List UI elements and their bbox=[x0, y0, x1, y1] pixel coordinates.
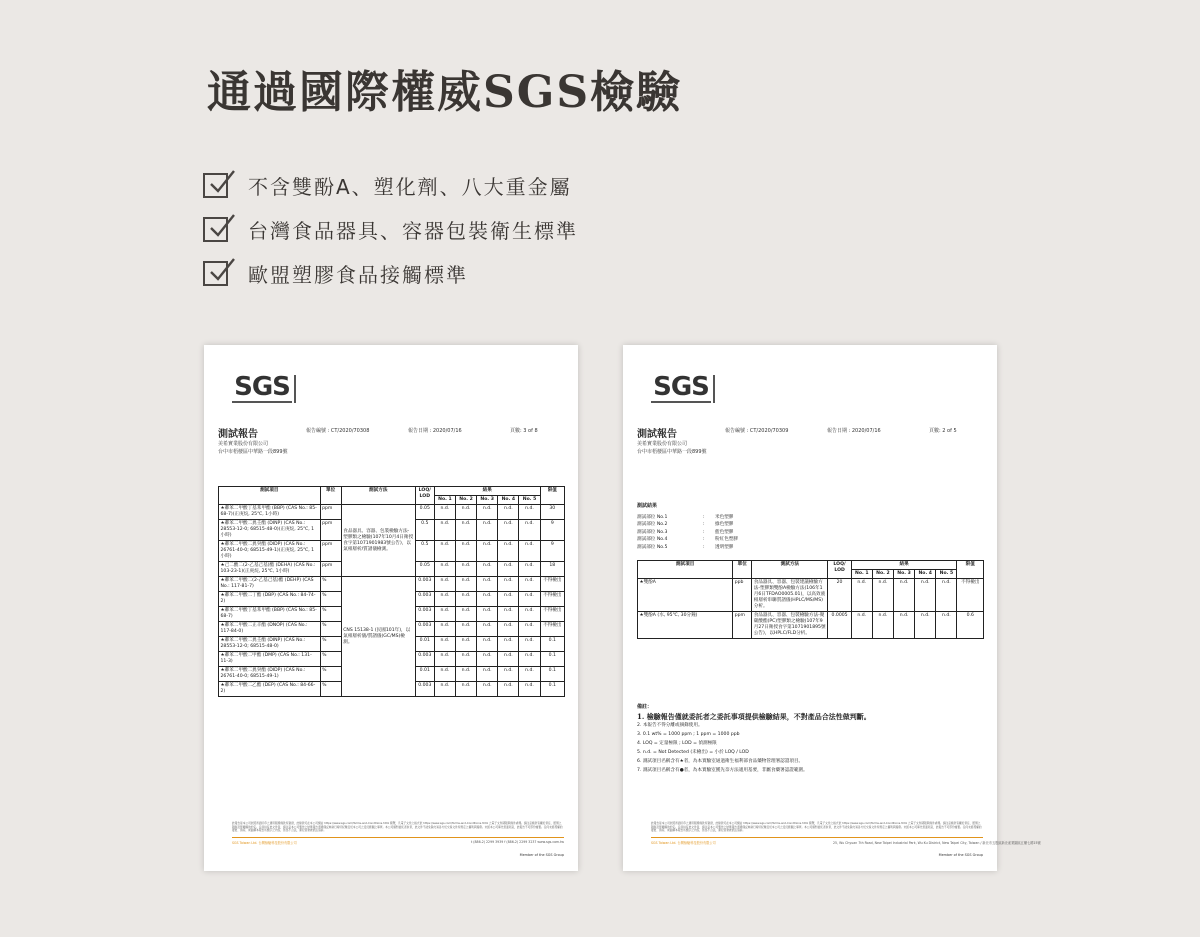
report-title: 測試報告 bbox=[218, 429, 258, 440]
cell-unit: % bbox=[320, 622, 341, 637]
client-name: 美希實業股份有限公司 bbox=[218, 441, 269, 447]
cell-result: n.d. bbox=[519, 562, 540, 577]
cell-limit: 不得檢出 bbox=[540, 607, 564, 622]
sgs-report-page-1 bbox=[204, 345, 578, 871]
th-result: 結果 bbox=[851, 561, 957, 570]
cell-limit: 不得檢出 bbox=[540, 592, 564, 607]
bpa-results-table bbox=[637, 560, 984, 639]
cell-result: n.d. bbox=[434, 577, 455, 592]
th-unit: 單位 bbox=[733, 561, 752, 579]
cell-result: n.d. bbox=[477, 667, 498, 682]
sgs-logo-text: SGS bbox=[234, 372, 290, 402]
checkbox-checked-icon bbox=[203, 173, 228, 198]
cell-unit: % bbox=[320, 667, 341, 682]
report-header bbox=[637, 425, 983, 440]
th-no2: No. 2 bbox=[455, 496, 476, 505]
cell-method: 食品器具、容器、包裝檢驗方法-聚碳酸酯(PC)塑膠類之檢驗(107年9月27日衛授食字第1071901895號公告)，以HPLC/FLD分析。 bbox=[752, 612, 828, 639]
cell-result: n.d. bbox=[434, 652, 455, 667]
th-limit: 限值 bbox=[957, 561, 984, 579]
company-address: 25, Wu Chyuan 7th Road, New Taipei Industrial Park, Wu Ku District, New Taipei City, Taiwan / 新北市五股區新北產業園區五權七路25號 bbox=[833, 841, 1041, 845]
cell-item: ★雙酚A (水, 95℃, 30分鐘) bbox=[638, 612, 733, 639]
cell-result: n.d. bbox=[455, 520, 476, 541]
cell-unit: % bbox=[320, 637, 341, 652]
client-address: 台中市梧棲區中華路一段899號 bbox=[637, 449, 707, 455]
cell-result: n.d. bbox=[519, 637, 540, 652]
cell-result: n.d. bbox=[455, 541, 476, 562]
cell-loq: 0.003 bbox=[415, 652, 434, 667]
cell-result: n.d. bbox=[519, 505, 540, 520]
client-address: 台中市梧棲區中華路一段899號 bbox=[218, 449, 288, 455]
list-item: 測試部位 No.3 : 藍色塑膠 bbox=[637, 529, 734, 535]
cell-result: n.d. bbox=[455, 667, 476, 682]
cell-result: n.d. bbox=[498, 592, 519, 607]
report-notes bbox=[637, 703, 871, 775]
cell-unit: ppm bbox=[320, 541, 341, 562]
cell-result: n.d. bbox=[455, 637, 476, 652]
cell-method: 食品器具、容器、包裝建議檢驗方法-塑膠類雙酚A檢驗方法(106年1月6日TFDAO0005.01)，以高效液相層析串聯質譜儀(HPLC/MS/MS)分析。 bbox=[752, 579, 828, 612]
cell-limit: 0.1 bbox=[540, 667, 564, 682]
cell-result: n.d. bbox=[455, 505, 476, 520]
cell-unit: % bbox=[320, 652, 341, 667]
cell-result: n.d. bbox=[477, 622, 498, 637]
cell-loq: 0.01 bbox=[415, 667, 434, 682]
cell-result: n.d. bbox=[915, 579, 936, 612]
cell-item: ★鄰苯二甲酸二異癸酯 (DIDP) (CAS No.: 26761-40-0; 68515-49-1)(正庚烷, 25℃, 1小時) bbox=[219, 541, 321, 562]
checkbox-checked-icon bbox=[203, 261, 228, 286]
table-row bbox=[638, 612, 984, 639]
check-item bbox=[203, 163, 578, 207]
th-no3: No. 3 bbox=[477, 496, 498, 505]
sgs-member-text: Member of the SGS Group bbox=[519, 853, 564, 857]
cell-result: n.d. bbox=[872, 612, 893, 639]
cell-result: n.d. bbox=[519, 652, 540, 667]
cell-loq: 0.003 bbox=[415, 592, 434, 607]
sample-value: 藍色塑膠 bbox=[715, 529, 734, 535]
cell-result: n.d. bbox=[434, 562, 455, 577]
cell-unit: ppm bbox=[320, 520, 341, 541]
cell-loq: 0.003 bbox=[415, 607, 434, 622]
cell-loq: 0.5 bbox=[415, 520, 434, 541]
list-item: 測試部位 No.2 : 綠色塑膠 bbox=[637, 522, 734, 528]
cell-unit: ppb bbox=[733, 579, 752, 612]
cell-limit: 不得檢出 bbox=[957, 579, 984, 612]
cell-result: n.d. bbox=[519, 520, 540, 541]
report-date: 報告日期 : 2020/07/16 bbox=[827, 428, 881, 434]
cell-item: ★鄰苯二甲酸丁基苯甲酯 (BBP) (CAS No.: 85-68-7)(正庚烷, 25℃, 1小時) bbox=[219, 505, 321, 520]
cell-limit: 0.6 bbox=[957, 612, 984, 639]
cell-result: n.d. bbox=[477, 562, 498, 577]
cell-result: n.d. bbox=[434, 607, 455, 622]
cell-result: n.d. bbox=[519, 607, 540, 622]
report-footer-disclaimer: 此報告是本公司依照背面所印之通用服務條款所簽發，此條款可在本公司網站 https://www.sgs.com/Terms-and-Conditions.html 閱覽，凡電子文件之格式依 https://www.sgs.com/Terms-and-Conditions.html 之電子文件期限與條件處理。請注意條款有關於責任、賠償之限制及管轄權的約定。任何持有此文件者，請注意本公司製作之結果報告書將僅反映執行時所紀錄且於本公司之受託範圍之事實。本公司僅對委託者負責，此文件不能免除交易各方於交易文件所規定之權利與義務。未經本公司事先書面同意，此報告不可部份複製。任何未經授權的變更、偽造、或曲解本報告所顯示之內容，皆為不合法，違犯者會被依法追訴。 bbox=[651, 821, 982, 833]
sample-key: 測試部位 No.1 bbox=[637, 514, 668, 520]
sgs-logo bbox=[651, 373, 711, 403]
report-header bbox=[218, 425, 564, 440]
cell-loq: 0.05 bbox=[415, 505, 434, 520]
check-item bbox=[203, 251, 578, 295]
cell-result: n.d. bbox=[851, 612, 872, 639]
cell-item: ★鄰苯二甲酸丁基苯甲酯 (BBP) (CAS No.: 85-68-7) bbox=[219, 607, 321, 622]
th-unit: 單位 bbox=[320, 487, 341, 505]
note-item: 4. LOQ = 定量極限 ; LOD = 偵測極限 bbox=[637, 741, 717, 746]
cell-limit: 0.1 bbox=[540, 637, 564, 652]
cell-result: n.d. bbox=[519, 592, 540, 607]
cell-result: n.d. bbox=[455, 577, 476, 592]
table-row bbox=[219, 505, 565, 520]
cell-result: n.d. bbox=[894, 612, 915, 639]
cell-loq: 0.0005 bbox=[828, 612, 851, 639]
test-results-table bbox=[218, 486, 565, 697]
client-name: 美希實業股份有限公司 bbox=[637, 441, 688, 447]
report-title: 測試報告 bbox=[637, 429, 677, 440]
cell-unit: % bbox=[320, 607, 341, 622]
cell-loq: 0.003 bbox=[415, 622, 434, 637]
cell-result: n.d. bbox=[455, 592, 476, 607]
cell-result: n.d. bbox=[477, 637, 498, 652]
sample-list bbox=[637, 503, 738, 552]
th-no5: No. 5 bbox=[936, 570, 957, 579]
cell-result: n.d. bbox=[477, 577, 498, 592]
cell-result: n.d. bbox=[434, 667, 455, 682]
th-no1: No. 1 bbox=[434, 496, 455, 505]
cell-loq: 0.003 bbox=[415, 682, 434, 697]
cell-result: n.d. bbox=[455, 682, 476, 697]
cell-result: n.d. bbox=[434, 682, 455, 697]
cell-loq: 20 bbox=[828, 579, 851, 612]
check-text: 歐盟塑膠食品接觸標準 bbox=[248, 262, 468, 287]
report-footer-contact bbox=[651, 837, 1041, 847]
cell-result: n.d. bbox=[519, 541, 540, 562]
note-item: 6. 測試項目名稱含有★者，為本實驗室通過衛生福利部食品藥物管理署認證項目。 bbox=[637, 759, 804, 764]
cell-result: n.d. bbox=[455, 622, 476, 637]
cell-result: n.d. bbox=[434, 592, 455, 607]
report-footer-disclaimer: 此報告是本公司依照背面所印之通用服務條款所簽發，此條款可在本公司網站 https://www.sgs.com/Terms-and-Conditions.html 閱覽，凡電子文件之格式依 https://www.sgs.com/Terms-and-Conditions.html 之電子文件期限與條件處理。請注意條款有關於責任、賠償之限制及管轄權的約定。任何持有此文件者，請注意本公司製作之結果報告書將僅反映執行時所紀錄且於本公司之受託範圍之事實。本公司僅對委託者負責，此文件不能免除交易各方於交易文件所規定之權利與義務。未經本公司事先書面同意，此報告不可部份複製。任何未經授權的變更、偽造、或曲解本報告所顯示之內容，皆為不合法，違犯者會被依法追訴。 bbox=[232, 821, 563, 833]
th-no2: No. 2 bbox=[872, 570, 893, 579]
feature-checklist bbox=[203, 163, 578, 295]
cell-item: ★雙酚A bbox=[638, 579, 733, 612]
cell-result: n.d. bbox=[434, 520, 455, 541]
cell-result: n.d. bbox=[894, 579, 915, 612]
cell-limit: 不得檢出 bbox=[540, 577, 564, 592]
cell-loq: 0.05 bbox=[415, 562, 434, 577]
cell-limit: 9 bbox=[540, 520, 564, 541]
cell-result: n.d. bbox=[915, 612, 936, 639]
cell-result: n.d. bbox=[455, 607, 476, 622]
cell-item: ★鄰苯二甲酸二異壬酯 (DINP) (CAS No.: 28553-12-0; 68515-48-0)(正庚烷, 25℃, 1小時) bbox=[219, 520, 321, 541]
note-item: 2. 本報告不得分離或摘錄使用。 bbox=[637, 723, 703, 728]
company-name: SGS Taiwan Ltd. 台灣檢驗科技股份有限公司 bbox=[232, 841, 297, 845]
cell-unit: ppm bbox=[320, 562, 341, 577]
sample-key: 測試部位 No.2 bbox=[637, 522, 668, 528]
sgs-logo-text: SGS bbox=[653, 372, 709, 402]
sample-value: 透明塑膠 bbox=[715, 544, 734, 550]
table-row bbox=[638, 579, 984, 612]
th-result: 結果 bbox=[434, 487, 540, 496]
report-number: 報告編號 : CT/2020/70309 bbox=[725, 428, 789, 434]
th-no4: No. 4 bbox=[915, 570, 936, 579]
note-item: 7. 測試項目名稱含有●者，為本實驗室獲先奈方法適用基要，非屬食藥署認證範圍。 bbox=[637, 768, 808, 773]
cell-result: n.d. bbox=[519, 682, 540, 697]
sample-key: 測試部位 No.5 bbox=[637, 544, 668, 550]
th-no5: No. 5 bbox=[519, 496, 540, 505]
check-item bbox=[203, 207, 578, 251]
th-no1: No. 1 bbox=[851, 570, 872, 579]
page-headline: 通過國際權威SGS檢驗 bbox=[207, 67, 683, 118]
cell-result: n.d. bbox=[498, 577, 519, 592]
sample-value: 粉紅色塑膠 bbox=[715, 537, 738, 543]
cell-result: n.d. bbox=[498, 667, 519, 682]
check-text: 台灣食品器具、容器包裝衛生標準 bbox=[248, 218, 578, 243]
cell-result: n.d. bbox=[498, 541, 519, 562]
cell-loq: 0.003 bbox=[415, 577, 434, 592]
th-limit: 限值 bbox=[540, 487, 564, 505]
sample-key: 測試部位 No.4 bbox=[637, 537, 668, 543]
cell-result: n.d. bbox=[519, 577, 540, 592]
cell-result: n.d. bbox=[477, 607, 498, 622]
cell-result: n.d. bbox=[477, 520, 498, 541]
cell-loq: 0.01 bbox=[415, 637, 434, 652]
cell-limit: 0.1 bbox=[540, 652, 564, 667]
company-name: SGS Taiwan Ltd. 台灣檢驗科技股份有限公司 bbox=[651, 841, 716, 845]
cell-item: ★鄰苯二甲酸二乙酯 (DEP) (CAS No.: 84-66-2) bbox=[219, 682, 321, 697]
sgs-report-page-2 bbox=[623, 345, 1041, 871]
table-row bbox=[219, 577, 565, 592]
client-info bbox=[218, 440, 288, 456]
sample-key: 測試部位 No.3 bbox=[637, 529, 668, 535]
cell-result: n.d. bbox=[498, 622, 519, 637]
cell-unit: % bbox=[320, 577, 341, 592]
cell-unit: ppm bbox=[733, 612, 752, 639]
check-text: 不含雙酚A、塑化劑、八大重金屬 bbox=[248, 174, 572, 199]
report-date: 報告日期 : 2020/07/16 bbox=[408, 428, 462, 434]
cell-result: n.d. bbox=[477, 541, 498, 562]
report-number: 報告編號 : CT/2020/70308 bbox=[306, 428, 370, 434]
sgs-member-text: Member of the SGS Group bbox=[938, 853, 983, 857]
cell-result: n.d. bbox=[936, 579, 957, 612]
report-page: 頁數: 3 of 8 bbox=[510, 428, 538, 434]
sample-value: 綠色塑膠 bbox=[715, 522, 734, 528]
cell-result: n.d. bbox=[434, 637, 455, 652]
cell-result: n.d. bbox=[455, 652, 476, 667]
cell-result: n.d. bbox=[434, 622, 455, 637]
note-item: 1. 檢驗報告僅就委託者之委託事項提供檢驗結果，不對產品合法性做判斷。 bbox=[637, 712, 871, 721]
cell-limit: 18 bbox=[540, 562, 564, 577]
cell-item: ★鄰苯二甲酸二(2-乙基己基)酯 (DEHP) (CAS No.: 117-81-7) bbox=[219, 577, 321, 592]
sample-value: 米色塑膠 bbox=[715, 514, 734, 520]
cell-result: n.d. bbox=[936, 612, 957, 639]
cell-result: n.d. bbox=[851, 579, 872, 612]
th-method: 測試方法 bbox=[752, 561, 828, 579]
report-page: 頁數: 2 of 5 bbox=[929, 428, 957, 434]
cell-method: CNS 15138-1 (民國101年)，以氣相層析儀/質譜儀(GC/MS)檢測。 bbox=[341, 577, 415, 697]
cell-item: ★鄰苯二甲酸二丁酯 (DBP) (CAS No.: 84-74-2) bbox=[219, 592, 321, 607]
cell-loq: 0.5 bbox=[415, 541, 434, 562]
cell-item: ★鄰苯二甲酸二異壬酯 (DINP) (CAS No.: 28553-12-0; 68515-48-0) bbox=[219, 637, 321, 652]
note-item: 5. n.d. = Not Detected (未檢出) = 小於 LOQ / LOD bbox=[637, 750, 749, 755]
th-item: 測試項目 bbox=[638, 561, 733, 579]
th-method: 測試方法 bbox=[341, 487, 415, 505]
cell-unit: % bbox=[320, 592, 341, 607]
cell-limit: 9 bbox=[540, 541, 564, 562]
cell-result: n.d. bbox=[498, 520, 519, 541]
th-loq: LOQ/ LOD bbox=[828, 561, 851, 579]
th-loq: LOQ/ LOD bbox=[415, 487, 434, 505]
sgs-logo bbox=[232, 373, 292, 403]
cell-result: n.d. bbox=[519, 622, 540, 637]
cell-limit: 30 bbox=[540, 505, 564, 520]
cell-item: ★己二酸二(2-乙基己基)酯 (DEHA) (CAS No.: 103-23-1)(正庚烷, 25℃, 1小時) bbox=[219, 562, 321, 577]
th-no3: No. 3 bbox=[894, 570, 915, 579]
cell-item: ★鄰苯二甲酸二正辛酯 (DNOP) (CAS No.: 117-84-0) bbox=[219, 622, 321, 637]
client-info bbox=[637, 440, 707, 456]
cell-result: n.d. bbox=[498, 637, 519, 652]
list-item: 測試部位 No.1 : 米色塑膠 bbox=[637, 514, 734, 520]
cell-result: n.d. bbox=[872, 579, 893, 612]
sample-list-label: 測試結果 bbox=[637, 503, 658, 509]
cell-result: n.d. bbox=[519, 667, 540, 682]
cell-item: ★鄰苯二甲酸二異癸酯 (DIDP) (CAS No.: 26761-40-0; 68515-49-1) bbox=[219, 667, 321, 682]
company-phone: t (886-2) 2299 3939 f (886-2) 2299 3237 www.sgs.com.tw bbox=[471, 840, 564, 844]
cell-result: n.d. bbox=[434, 505, 455, 520]
cell-result: n.d. bbox=[498, 505, 519, 520]
checkbox-checked-icon bbox=[203, 217, 228, 242]
th-item: 測試項目 bbox=[219, 487, 321, 505]
list-item: 測試部位 No.5 : 透明塑膠 bbox=[637, 544, 734, 550]
cell-result: n.d. bbox=[498, 682, 519, 697]
cell-item: ★鄰苯二甲酸二甲酯 (DMP) (CAS No.: 131-11-3) bbox=[219, 652, 321, 667]
report-footer-contact bbox=[232, 837, 564, 847]
cell-limit: 0.1 bbox=[540, 682, 564, 697]
cell-result: n.d. bbox=[477, 682, 498, 697]
notes-label: 備註： bbox=[637, 704, 653, 710]
cell-result: n.d. bbox=[455, 562, 476, 577]
note-item: 3. 0.1 wt% = 1000 ppm ; 1 ppm = 1000 ppb bbox=[637, 732, 740, 737]
list-item: 測試部位 No.4 : 粉紅色塑膠 bbox=[637, 537, 738, 543]
cell-result: n.d. bbox=[477, 505, 498, 520]
th-no4: No. 4 bbox=[498, 496, 519, 505]
cell-result: n.d. bbox=[498, 562, 519, 577]
cell-result: n.d. bbox=[477, 592, 498, 607]
cell-result: n.d. bbox=[498, 652, 519, 667]
cell-limit: 不得檢出 bbox=[540, 622, 564, 637]
cell-result: n.d. bbox=[477, 652, 498, 667]
cell-result: n.d. bbox=[434, 541, 455, 562]
cell-unit: ppm bbox=[320, 505, 341, 520]
cell-unit: % bbox=[320, 682, 341, 697]
cell-result: n.d. bbox=[498, 607, 519, 622]
cell-method: 食品器具、容器、包裝檢驗方法-塑膠類之檢驗(107年10月4日衛授食字第1071901983號公告)，以氣相層析/質譜儀檢測。 bbox=[341, 505, 415, 577]
